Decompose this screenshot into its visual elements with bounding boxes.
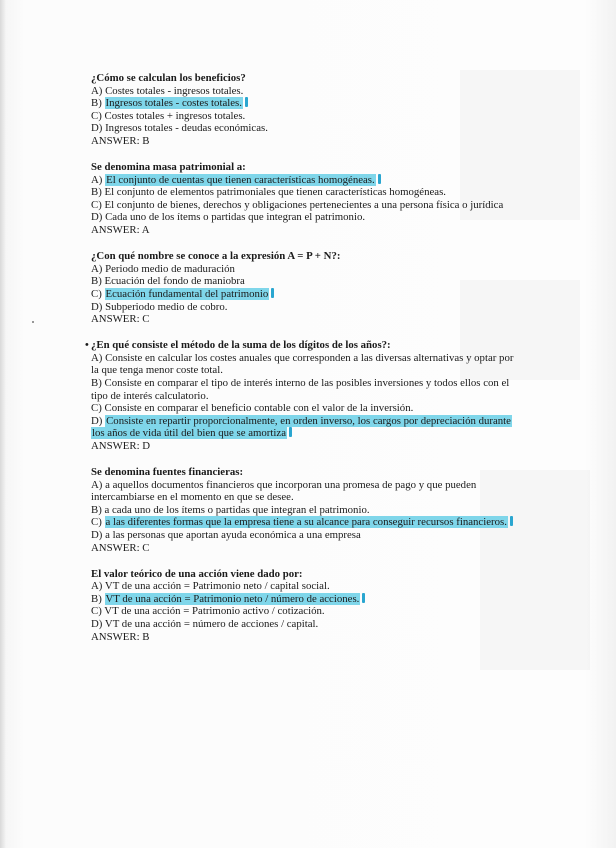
option-b: B) Ecuación del fondo de maniobra [91,275,245,288]
page-edge-shadow [0,0,6,848]
option-a: A) Consiste en calcular los costes anuales que corresponden a las diversas alternativas y optar por la que tenga menor coste total. [91,351,514,377]
option-c: C) Consiste en comparar el beneficio contable con el valor de la inversión. [91,402,414,415]
option-d [91,415,521,440]
option-prefix: B) [91,97,105,110]
highlighter-end-mark [271,288,274,298]
option-c: C) Costes totales + ingresos totales. [91,109,246,122]
option-c [91,516,521,529]
highlighter-end-mark [289,427,292,437]
answer-line: ANSWER: D [91,439,151,452]
option-prefix: C) [91,516,105,529]
highlighted-option-text: Ingresos totales - costes totales. [105,97,242,110]
bullet-mark: • [85,339,89,352]
scan-speck [32,321,34,323]
highlighter-end-mark [362,593,365,603]
option-b [91,593,521,606]
option-a: A) a aquellos documentos financieros que incorporan una promesa de pago y que pueden intercambiarse en el momento en que se desee. [91,478,477,504]
option-b: B) El conjunto de elementos patrimoniales que tienen características homogéneas. [91,186,446,199]
answer-line: ANSWER: B [91,630,150,643]
question-4 [85,339,521,452]
highlighted-option-text: VT de una acción = Patrimonio neto / número de acciones. [105,592,360,605]
question-title: El valor teórico de una acción viene dado por: [91,567,303,580]
option-d: D) Cada uno de los ítems o partidas que integran el patrimonio. [91,211,366,224]
highlighter-end-mark [245,97,248,107]
option-b: B) Consiste en comparar el tipo de interés interno de las posibles inversiones y todos ellos con el tipo de interés calculatorio. [91,376,510,402]
highlighter-end-mark [510,516,513,526]
highlighted-option-text: a las diferentes formas que la empresa tiene a su alcance para conseguir recursos financieros. [105,516,507,529]
question-list [85,72,521,657]
option-d: D) Subperiodo medio de cobro. [91,300,228,313]
option-prefix: B) [91,592,105,605]
highlighter-end-mark [378,174,381,184]
option-d: D) VT de una acción = número de acciones / capital. [91,618,319,631]
option-a: A) Costes totales - ingresos totales. [91,84,244,97]
question-2 [91,161,521,237]
option-c: C) VT de una acción = Patrimonio activo / cotización. [91,605,325,618]
option-b [91,97,521,110]
question-title: ¿Cómo se calculan los beneficios? [91,72,246,84]
answer-line: ANSWER: B [91,134,150,147]
question-3 [91,250,521,326]
option-prefix: C) [91,287,105,300]
option-prefix: D) [91,414,106,427]
option-c [91,288,521,301]
question-title: ¿Con qué nombre se conoce a la expresión A = P + N?: [91,250,341,263]
question-5 [91,466,521,554]
option-a [91,174,521,187]
answer-line: ANSWER: C [91,313,150,326]
question-title: Se denomina masa patrimonial a: [91,161,246,174]
answer-line: ANSWER: A [91,224,150,237]
option-d: D) a las personas que aportan ayuda económica a una empresa [91,529,361,541]
answer-line: ANSWER: C [91,541,150,554]
highlighted-option-text: El conjunto de cuentas que tienen características homogéneas. [106,173,375,186]
option-d: D) Ingresos totales - deudas económicas. [91,122,268,135]
option-a: A) VT de una acción = Patrimonio neto / capital social. [91,580,330,593]
question-title: ¿En qué consiste el método de la suma de los dígitos de los años?: [91,339,391,352]
question-1 [91,72,521,148]
option-b: B) a cada uno de los ítems o partidas que integran el patrimonio. [91,503,370,516]
highlighted-option-text: Ecuación fundamental del patrimonio [105,287,269,300]
question-6 [91,568,521,644]
option-a: A) Periodo medio de maduración [91,262,235,275]
option-prefix: A) [91,173,106,186]
question-title: Se denomina fuentes financieras: [91,466,244,479]
option-c: C) El conjunto de bienes, derechos y obligaciones pertenecientes a una persona física o jurídica [91,198,504,211]
highlighted-option-text: Consiste en repartir proporcionalmente, en orden inverso, los cargos por depreciación durante los años de vida útil del bien que se amortiza [92,414,511,440]
